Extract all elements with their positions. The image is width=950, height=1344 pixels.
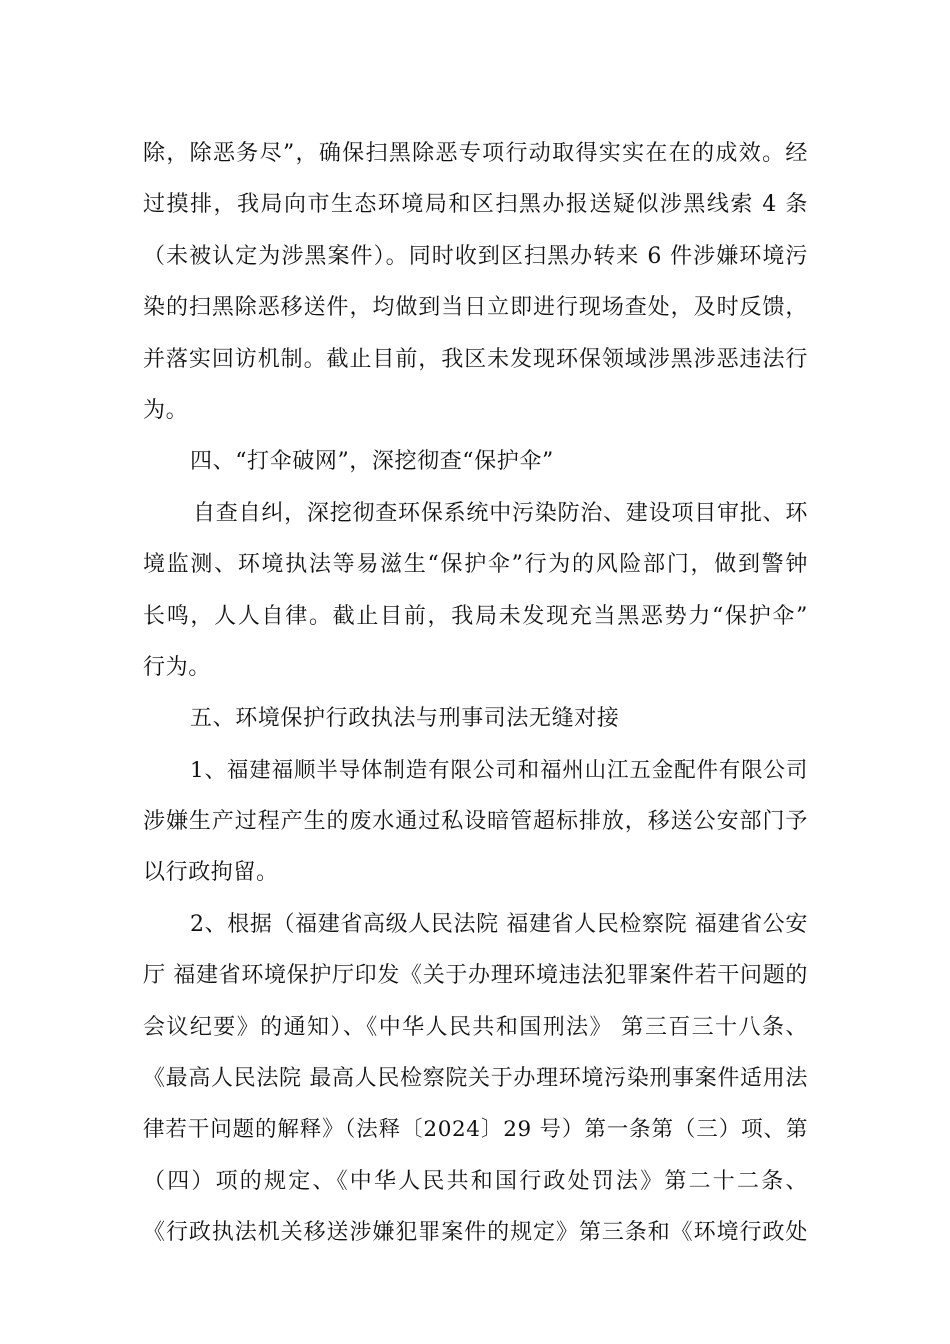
text-line: 会议纪要》的通知）、《中华人民共和国刑法》 第三百三十八条、 — [143, 1014, 808, 1040]
text-line: 涉嫌生产过程产生的废水通过私设暗管超标排放，移送公安部门予 — [143, 809, 808, 835]
text-line: （四）项的规定、《中华人民共和国行政处罚法》第二十二条、 — [143, 1168, 808, 1194]
text-line: 1、福建福顺半导体制造有限公司和福州山江五金配件有限公司 — [190, 757, 808, 783]
document-body — [143, 128, 808, 1259]
text-line: 《行政执法机关移送涉嫌犯罪案件的规定》第三条和《环境行政处 — [143, 1220, 808, 1246]
text-line: 境监测、环境执法等易滋生“保护伞”行为的风险部门，做到警钟 — [143, 552, 808, 578]
text-line: （未被认定为涉黑案件）。同时收到区扫黑办转来 6 件涉嫌环境污 — [143, 243, 808, 269]
text-line: 四、“打伞破网”，深挖彻查“保护伞” — [190, 449, 554, 475]
text-line: 过摸排，我局向市生态环境局和区扫黑办报送疑似涉黑线索 4 条 — [143, 192, 808, 218]
text-line: 为。 — [143, 397, 189, 423]
text-line: 厅 福建省环境保护厅印发《关于办理环境违法犯罪案件若干问题的 — [143, 963, 808, 989]
text-line: 行为。 — [143, 654, 211, 680]
text-line: 并落实回访机制。截止目前，我区未发现环保领域涉黑涉恶违法行 — [143, 346, 808, 372]
text-line: 2、根据（福建省高级人民法院 福建省人民检察院 福建省公安 — [190, 911, 808, 937]
text-line: 染的扫黑除恶移送件，均做到当日立即进行现场查处，及时反馈， — [143, 295, 808, 321]
text-line: 除，除恶务尽”，确保扫黑除恶专项行动取得实实在在的成效。经 — [143, 141, 808, 166]
text-line: 长鸣，人人自律。截止目前，我局未发现充当黑恶势力“保护伞” — [143, 603, 808, 629]
text-line: 自查自纠，深挖彻查环保系统中污染防治、建设项目审批、环 — [193, 500, 808, 526]
text-line: 以行政拘留。 — [143, 860, 279, 886]
text-line: 五、环境保护行政执法与刑事司法无缝对接 — [190, 706, 620, 732]
text-line: 《最高人民法院 最高人民检察院关于办理环境污染刑事案件适用法 — [143, 1066, 808, 1092]
text-line: 律若干问题的解释》（法释〔2024〕29 号）第一条第（三）项、第 — [143, 1117, 808, 1143]
